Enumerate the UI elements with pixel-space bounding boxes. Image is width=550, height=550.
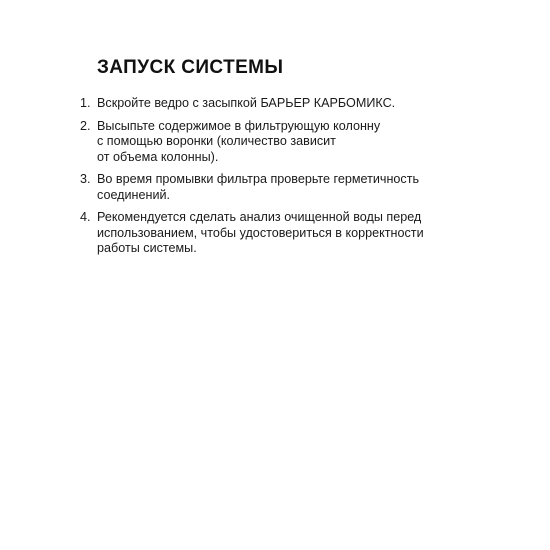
step-number: 2.	[80, 118, 91, 133]
step-text: Вскройте ведро с засыпкой БАРЬЕР КАРБОМИКС.	[97, 96, 396, 110]
step-text: Рекомендуется сделать анализ очищенной воды перед использованием, чтобы удостовериться в корректности работы системы.	[97, 210, 424, 255]
page-title: ЗАПУСК СИСТЕМЫ	[97, 57, 284, 78]
step-item-3	[80, 172, 480, 203]
step-number: 3.	[80, 172, 91, 186]
step-item-2	[80, 119, 480, 166]
step-text: Во время промывки фильтра проверьте герметичность соединений.	[97, 172, 420, 202]
step-number: 1.	[80, 96, 91, 110]
step-item-4	[80, 210, 480, 257]
step-text: Высыпьте содержимое в фильтрующую колонну с помощью воронки (количество зависит от объема колонны).	[97, 118, 381, 164]
step-item-1	[80, 96, 480, 112]
steps-list	[80, 96, 480, 264]
step-number: 4.	[80, 210, 91, 224]
